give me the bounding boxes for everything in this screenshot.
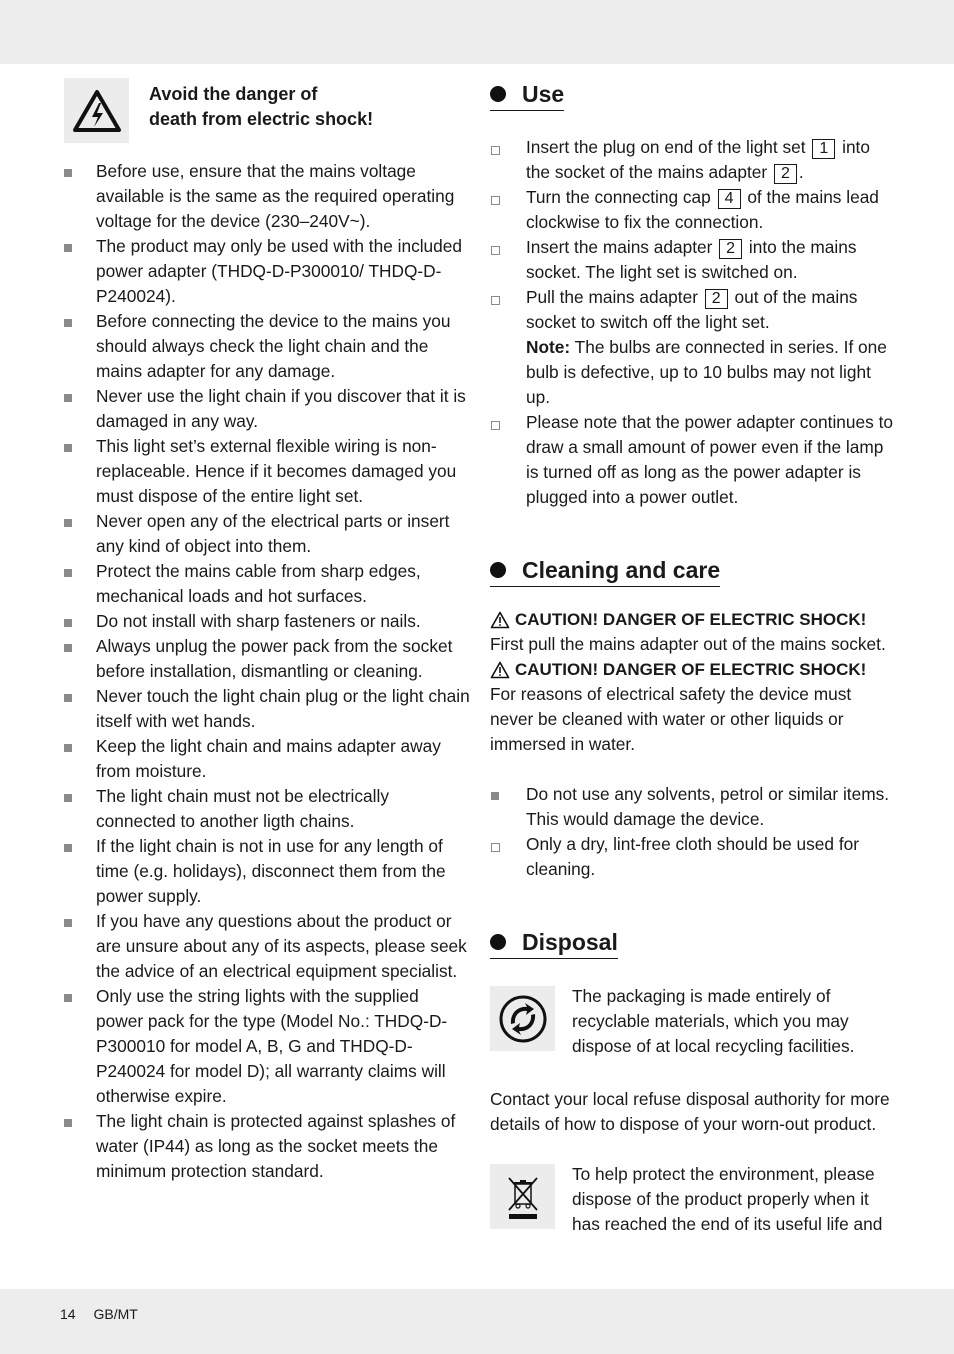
warning-title: [149, 82, 373, 132]
hollow-square-bullet-icon: [491, 843, 500, 852]
list-item: Always unplug the power pack from the socket before installation, dismantling or cleaning.: [60, 634, 470, 684]
list-item: Do not install with sharp fasteners or nails.: [60, 609, 470, 634]
crossed-out-bin-icon: [490, 1164, 555, 1229]
safety-list: [60, 159, 470, 1184]
section-dot-icon: [490, 562, 506, 578]
list-item: If the light chain is not in use for any length of time (e.g. holidays), disconnect them from the power supply.: [60, 834, 470, 909]
square-bullet-icon: [64, 919, 72, 927]
packaging-row: [490, 986, 895, 1059]
use-note: [526, 335, 895, 410]
note-label: Note:: [526, 337, 571, 357]
hollow-square-bullet-icon: [491, 246, 500, 255]
warning-triangle-icon: [490, 661, 510, 679]
page-number: 14: [60, 1306, 76, 1322]
top-bar: [0, 0, 954, 64]
part-number-badge: 4: [718, 189, 741, 209]
square-bullet-icon: [64, 394, 72, 402]
list-item: Never touch the light chain plug or the light chain itself with wet hands.: [60, 684, 470, 734]
list-item: Never open any of the electrical parts or insert any kind of object into them.: [60, 509, 470, 559]
square-bullet-icon: [64, 169, 72, 177]
part-number-badge: 2: [705, 289, 728, 309]
list-item: Protect the mains cable from sharp edges, mechanical loads and hot surfaces.: [60, 559, 470, 609]
list-item: The light chain is protected against splashes of water (IP44) as long as the socket meets the minimum protection standard.: [60, 1109, 470, 1184]
packaging-text: The packaging is made entirely of recyclable materials, which you may dispose of at local recycling facilities.: [572, 986, 855, 1056]
list-item: Only a dry, lint-free cloth should be used for cleaning.: [490, 832, 895, 882]
left-column: [60, 78, 470, 1184]
language-code: GB/MT: [93, 1306, 138, 1322]
square-bullet-icon: [64, 519, 72, 527]
list-item: Insert the mains adapter 2 into the mains socket. The light set is switched on.: [490, 235, 895, 285]
list-item: Only use the string lights with the supplied power pack for the type (Model No.: THDQ-D-P300010 for model A, B, G and THDQ-D-P240024 for model D); all warranty claims will otherwise expire.: [60, 984, 470, 1109]
contact-text: Contact your local refuse disposal authority for more details of how to dispose of your worn-out product.: [490, 1089, 890, 1134]
list-item: Before connecting the device to the mains you should always check the light chain and the mains adapter for any damage.: [60, 309, 470, 384]
section-dot-icon: [490, 86, 506, 102]
hollow-square-bullet-icon: [491, 421, 500, 430]
warning-triangle-icon: [490, 611, 510, 629]
list-item: The light chain must not be electrically connected to another ligth chains.: [60, 784, 470, 834]
square-bullet-icon: [64, 444, 72, 452]
caution-heading: CAUTION! DANGER OF ELECTRIC SHOCK!: [490, 607, 895, 632]
square-bullet-icon: [64, 994, 72, 1002]
warning-title-line1: Avoid the danger of: [149, 84, 318, 104]
hollow-square-bullet-icon: [491, 146, 500, 155]
use-title: Use: [522, 81, 565, 107]
weee-text: To help protect the environment, please dispose of the product properly when it has reached the end of its useful life and: [572, 1164, 883, 1234]
list-item: Turn the connecting cap 4 of the mains lead clockwise to fix the connection.: [490, 185, 895, 235]
weee-row: [490, 1164, 895, 1237]
right-column: [490, 78, 895, 1237]
list-item: Please note that the power adapter continues to draw a small amount of power even if the lamp is turned off as long as the power adapter is plugged into a power outlet.: [490, 410, 895, 510]
square-bullet-icon: [64, 319, 72, 327]
footer-text: [60, 1306, 152, 1322]
list-item: Pull the mains adapter 2 out of the mains socket to switch off the light set. Note: The bulbs are connected in series. If one bulb is defective, up to 10 bulbs may not light up.: [490, 285, 895, 410]
square-bullet-icon: [64, 619, 72, 627]
list-item: This light set’s external flexible wiring is non-replaceable. Hence if it becomes damaged you must dispose of the entire light set.: [60, 434, 470, 509]
list-item: The product may only be used with the included power adapter (THDQ-D-P300010/ THDQ-D-P240024).: [60, 234, 470, 309]
note-text: The bulbs are connected in series. If one bulb is defective, up to 10 bulbs may not light up.: [526, 337, 887, 407]
caution-heading: CAUTION! DANGER OF ELECTRIC SHOCK!: [490, 657, 895, 682]
square-bullet-icon: [64, 1119, 72, 1127]
section-dot-icon: [490, 934, 506, 950]
list-item: Do not use any solvents, petrol or similar items. This would damage the device.: [490, 782, 895, 832]
list-item: Never use the light chain if you discover that it is damaged in any way.: [60, 384, 470, 434]
cleaning-text-2: For reasons of electrical safety the device must never be cleaned with water or other liquids or immersed in water.: [490, 684, 852, 754]
square-bullet-icon: [64, 794, 72, 802]
part-number-badge: 1: [812, 139, 835, 159]
square-bullet-icon: [64, 644, 72, 652]
use-list: [490, 135, 895, 510]
cleaning-text-1: First pull the mains adapter out of the mains socket.: [490, 634, 886, 654]
part-number-badge: 2: [774, 164, 797, 184]
list-item: Insert the plug on end of the light set 1 into the socket of the mains adapter 2 .: [490, 135, 895, 185]
square-bullet-icon: [64, 694, 72, 702]
hollow-square-bullet-icon: [491, 196, 500, 205]
disposal-title: Disposal: [522, 929, 618, 955]
list-item: Before use, ensure that the mains voltage available is the same as the required operating voltage for the device (230–240V~).: [60, 159, 470, 234]
cleaning-list: [490, 782, 895, 882]
disposal-heading: [490, 928, 618, 959]
list-item: If you have any questions about the product or are unsure about any of its aspects, please seek the advice of an electrical equipment specialist.: [60, 909, 470, 984]
square-bullet-icon: [64, 569, 72, 577]
square-bullet-icon: [64, 744, 72, 752]
part-number-badge: 2: [719, 239, 742, 259]
cleaning-heading: [490, 556, 720, 587]
electric-shock-warning-icon: [64, 78, 129, 143]
square-bullet-icon: [491, 792, 499, 800]
use-heading: [490, 80, 564, 111]
square-bullet-icon: [64, 844, 72, 852]
recycling-green-dot-icon: [490, 986, 555, 1051]
cleaning-title: Cleaning and care: [522, 557, 721, 583]
warning-block: [64, 78, 470, 143]
list-item: Keep the light chain and mains adapter away from moisture.: [60, 734, 470, 784]
warning-title-line2: death from electric shock!: [149, 109, 374, 129]
square-bullet-icon: [64, 244, 72, 252]
hollow-square-bullet-icon: [491, 296, 500, 305]
